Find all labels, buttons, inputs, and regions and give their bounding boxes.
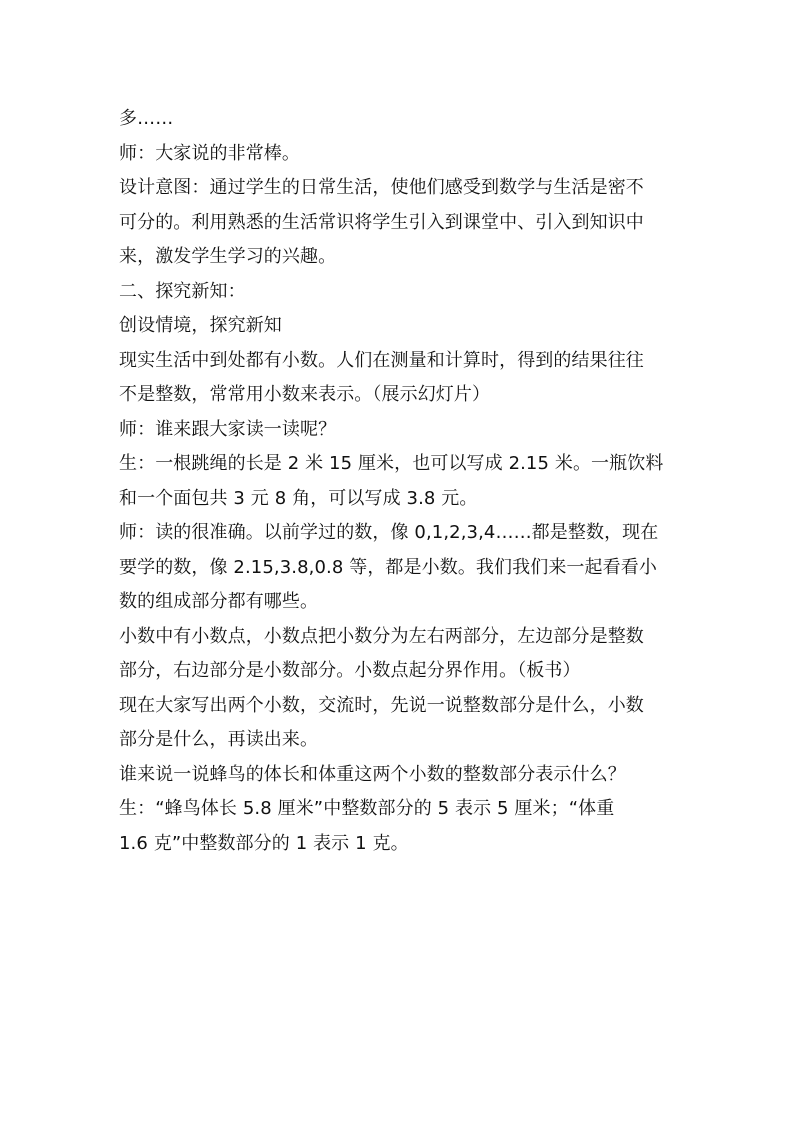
text-line: 来，激发学生学习的兴趣。 xyxy=(119,246,337,267)
text-line: 和一个面包共 3 元 8 角，可以写成 3.8 元。 xyxy=(119,487,478,509)
text-line: 现在大家写出两个小数，交流时，先说一说整数部分是什么，小数 xyxy=(119,694,644,716)
text-line: 设计意图：通过学生的日常生活，使他们感受到数学与生活是密不 xyxy=(119,177,644,198)
section-heading: 二、探究新知： xyxy=(119,280,246,302)
text-line: 师：谁来跟大家读一读呢？ xyxy=(119,418,337,440)
text-line: 小数中有小数点，小数点把小数分为左右两部分，左边部分是整数 xyxy=(119,625,644,647)
text-line: 数的组成部分都有哪些。 xyxy=(119,591,319,612)
text-line: 多…… xyxy=(119,108,174,129)
text-line: 师：大家说的非常棒。 xyxy=(119,142,300,164)
text-line: 不是整数，常常用小数来表示。（展示幻灯片） xyxy=(119,384,491,405)
text-line: 生：“蜂鸟体长 5.8 厘米”中整数部分的 5 表示 5 厘米；“体重 xyxy=(119,798,615,819)
text-line: 要学的数，像 2.15,3.8,0.8 等，都是小数。我们我们来一起看看小 xyxy=(119,556,657,578)
text-line: 谁来说一说蜂鸟的体长和体重这两个小数的整数部分表示什么？ xyxy=(119,763,626,785)
text-line: 创设情境，探究新知 xyxy=(119,315,282,336)
text-line: 部分，右边部分是小数部分。小数点起分界作用。（板书） xyxy=(119,660,581,681)
text-line: 师：读的很准确。以前学过的数，像 0,1,2,3,4……都是整数，现在 xyxy=(119,522,659,543)
text-line: 可分的。利用熟悉的生活常识将学生引入到课堂中、引入到知识中 xyxy=(119,211,644,233)
text-line: 1.6 克”中整数部分的 1 表示 1 克。 xyxy=(119,832,409,854)
document-body xyxy=(119,102,675,861)
text-line: 现实生活中到处都有小数。人们在测量和计算时，得到的结果往往 xyxy=(119,349,644,371)
text-line: 部分是什么，再读出来。 xyxy=(119,729,319,750)
text-line: 生：一根跳绳的长是 2 米 15 厘米，也可以写成 2.15 米。一瓶饮料 xyxy=(119,453,664,474)
